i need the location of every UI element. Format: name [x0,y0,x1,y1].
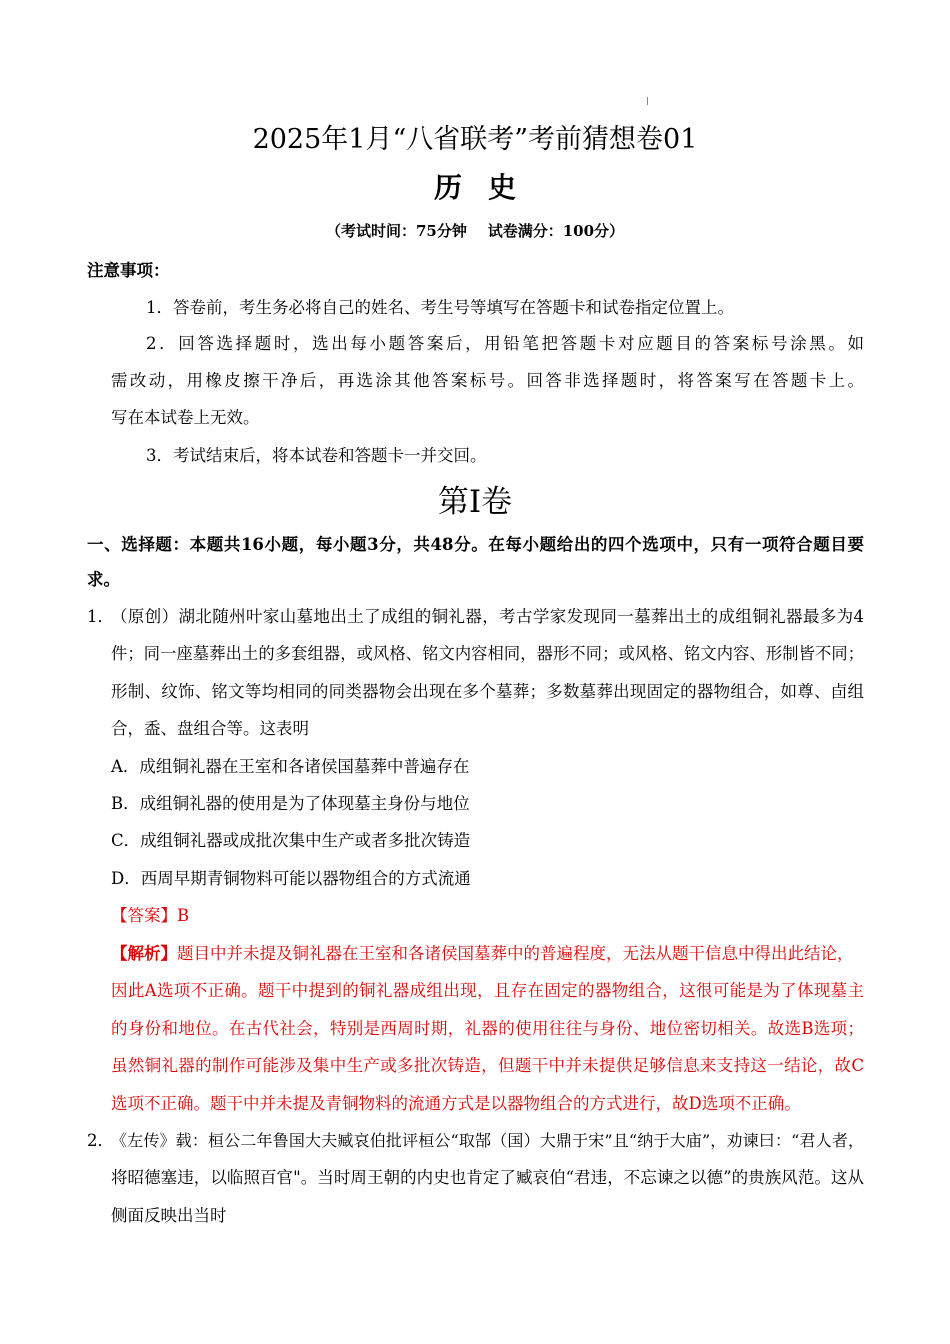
exam-info: （考试时间：75分钟 试卷满分：100分） [325,222,625,240]
question-1-stem-line-3: 形制、纹饰、铭文等均相同的同类器物会出现在多个墓葬；多数墓葬出现固定的器物组合，如尊、卣组 [111,682,864,701]
question-1-analysis-line-5: 选项不正确。题干中并未提及青铜物料的流通方式是以器物组合的方式进行，故D选项不正确。 [111,1094,801,1113]
question-1-number: 1． [87,607,114,626]
question-1-answer: 【答案】B [111,906,190,925]
question-1-analysis-line-2: 因此A选项不正确。题干中提到的铜礼器成组出现，且存在固定的器物组合，这很可能是为了体现墓主 [111,981,864,1000]
analysis-label: 【解析】 [111,944,177,963]
question-1-option-c: C．成组铜礼器或成批次集中生产或者多批次铸造 [111,831,471,850]
notice-item-3: 3．考试结束后，将本试卷和答题卡一并交回。 [146,446,487,465]
notice-item-1: 1．答卷前，考生务必将自己的姓名、考生号等填写在答题卡和试卷指定位置上。 [146,298,734,317]
question-1-analysis-line-3: 的身份和地位。在古代社会，特别是西周时期，礼器的使用往往与身份、地位密切相关。故选B选项； [111,1019,864,1038]
question-1-option-a: A．成组铜礼器在王室和各诸侯国墓葬中普遍存在 [111,757,470,776]
section-instruction-line-1: 一、选择题：本题共16小题，每小题3分，共48分。在每小题给出的四个选项中，只有一项符合题目要 [87,535,864,554]
notice-item-2-line-2: 需改动，用橡皮擦干净后，再选涂其他答案标号。回答非选择题时，将答案写在答题卡上。 [111,371,864,390]
question-1-option-b: B．成组铜礼器的使用是为了体现墓主身份与地位 [111,794,470,813]
question-1-stem-line-4: 合，盉、盘组合等。这表明 [111,719,309,738]
notice-item-2-line-3: 写在本试卷上无效。 [111,408,260,427]
question-2-number: 2． [87,1131,114,1150]
header-tick-mark [647,97,648,105]
notice-heading: 注意事项： [87,261,170,280]
section-title: 第I卷 [437,484,513,520]
question-1-stem-line-2: 件；同一座墓葬出土的多套组器，或风格、铭文内容相同，器形不同；或风格、铭文内容、形制皆不同； [111,644,864,663]
exam-title: 2025年1月“八省联考”考前猜想卷01 [252,124,698,155]
question-2-stem-line-3: 侧面反映出当时 [111,1206,227,1225]
question-1-analysis-line-1 [111,941,864,967]
section-instruction-line-2: 求。 [87,570,120,589]
question-2-stem-line-2: 将昭德塞违，以临照百官"。当时周王朝的内史也肯定了臧哀伯“君违，不忘谏之以德”的贵族风范。这从 [111,1168,864,1187]
question-2-stem-line-1: 《左传》载：桓公二年鲁国大夫臧哀伯批评桓公“取郜（国）大鼎于宋”且“纳于大庙”，劝谏曰：“君人者， [111,1131,864,1150]
analysis-text-line-1: 题目中并未提及铜礼器在王室和各诸侯国墓葬中的普遍程度，无法从题干信息中得出此结论， [177,944,854,963]
question-1-analysis-line-4: 虽然铜礼器的制作可能涉及集中生产或多批次铸造，但题干中并未提供足够信息来支持这一结论，故C [111,1056,864,1075]
subject-title: 历史 [433,171,542,204]
notice-item-2-line-1: 2．回答选择题时，选出每小题答案后，用铅笔把答题卡对应题目的答案标号涂黑。如 [146,334,864,353]
question-1-stem-line-1: （原创）湖北随州叶家山墓地出土了成组的铜礼器，考古学家发现同一墓葬出土的成组铜礼器最多为4 [111,607,864,626]
question-1-option-d: D．西周早期青铜物料可能以器物组合的方式流通 [111,869,471,888]
